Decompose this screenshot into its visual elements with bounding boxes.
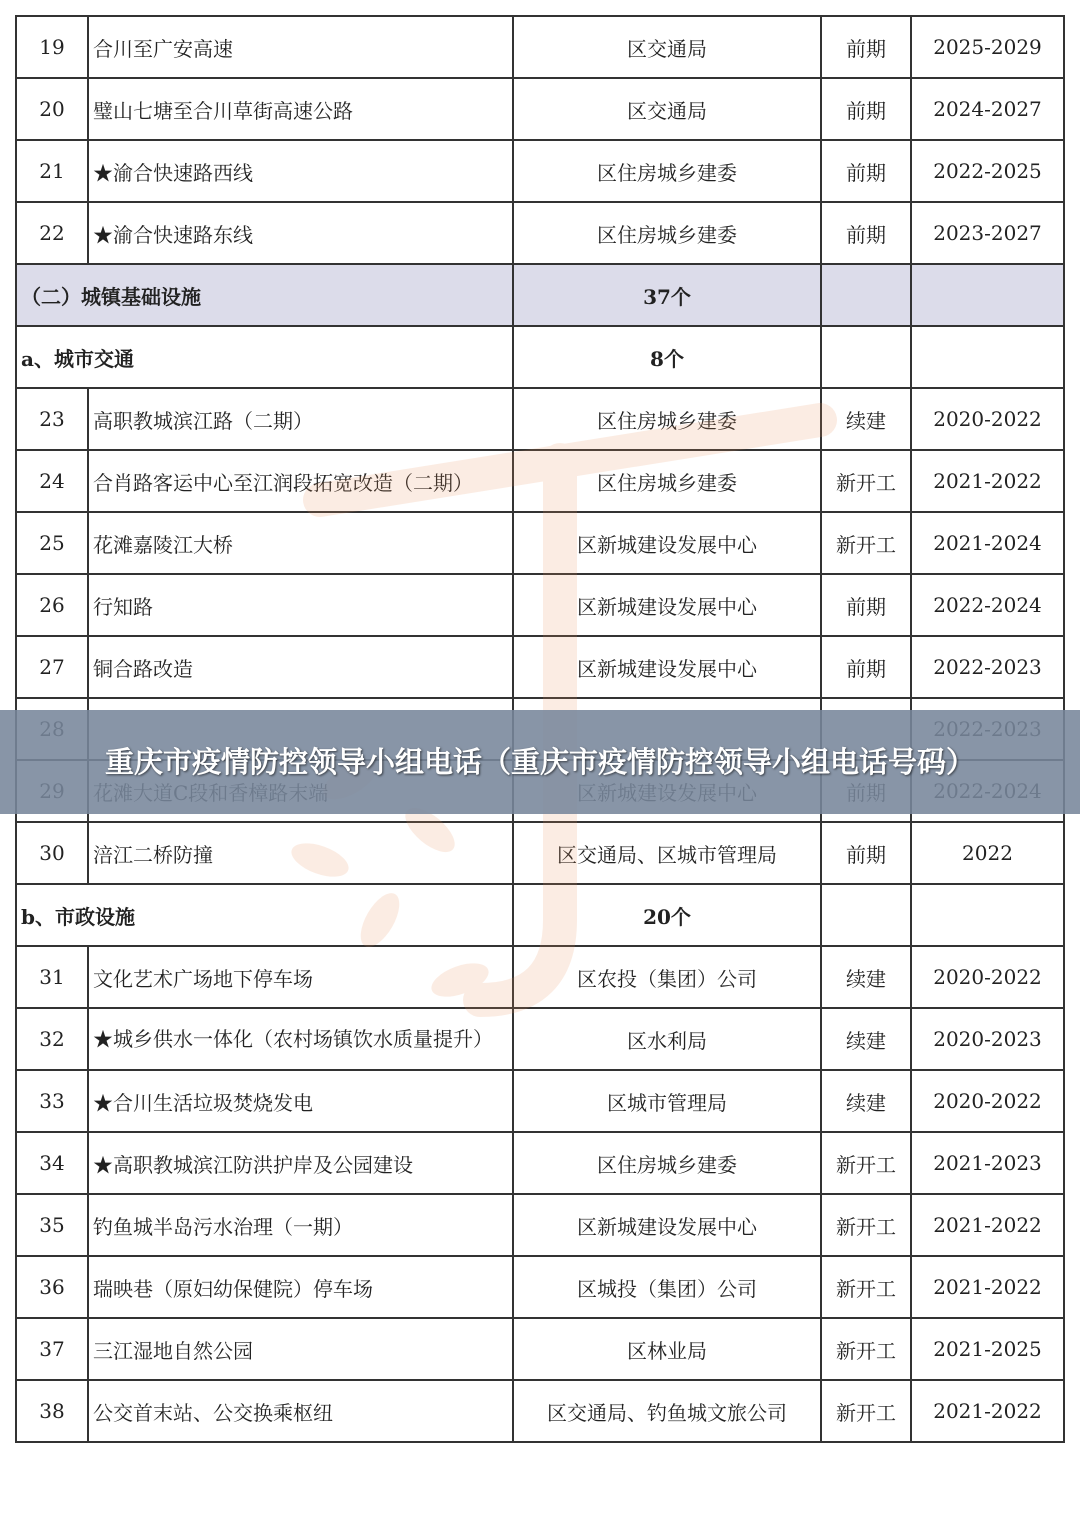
section-label: b、市政设施: [16, 884, 513, 946]
row-number: 31: [16, 946, 88, 1008]
responsible-dept: 区住房城乡建委: [513, 140, 821, 202]
row-number: 38: [16, 1380, 88, 1442]
row-number: 20: [16, 78, 88, 140]
project-name: ★渝合快速路东线: [88, 202, 513, 264]
project-period: 2021-2024: [911, 512, 1064, 574]
table-row: [16, 450, 1064, 512]
project-period: 2021-2022: [911, 1380, 1064, 1442]
project-name: 铜合路改造: [88, 636, 513, 698]
responsible-dept: 区城投（集团）公司: [513, 1256, 821, 1318]
project-period: 2021-2025: [911, 1318, 1064, 1380]
project-name: 花滩嘉陵江大桥: [88, 512, 513, 574]
table-row: [16, 946, 1064, 1008]
section-label: （二）城镇基础设施: [16, 264, 513, 326]
empty-cell: [911, 884, 1064, 946]
empty-cell: [821, 264, 911, 326]
project-name: 文化艺术广场地下停车场: [88, 946, 513, 1008]
project-period: 2021-2022: [911, 450, 1064, 512]
table-row: [16, 1380, 1064, 1442]
project-period: 2025-2029: [911, 16, 1064, 78]
project-name: 钓鱼城半岛污水治理（一期）: [88, 1194, 513, 1256]
project-period: 2022: [911, 822, 1064, 884]
project-name: 璧山七塘至合川草街高速公路: [88, 78, 513, 140]
row-number: 37: [16, 1318, 88, 1380]
empty-cell: [911, 326, 1064, 388]
row-number: 35: [16, 1194, 88, 1256]
project-stage: 续建: [821, 1008, 911, 1070]
row-number: 30: [16, 822, 88, 884]
project-stage: 新开工: [821, 450, 911, 512]
title-banner: [0, 710, 1080, 814]
project-name: 涪江二桥防撞: [88, 822, 513, 884]
project-stage: 新开工: [821, 512, 911, 574]
project-name: ★城乡供水一体化（农村场镇饮水质量提升）: [88, 1008, 513, 1070]
responsible-dept: 区住房城乡建委: [513, 388, 821, 450]
project-period: 2022-2025: [911, 140, 1064, 202]
banner-title: 重庆市疫情防控领导小组电话（重庆市疫情防控领导小组电话号码）: [104, 745, 975, 779]
project-stage: 前期: [821, 16, 911, 78]
section-label: a、城市交通: [16, 326, 513, 388]
table-row: [16, 1318, 1064, 1380]
responsible-dept: 区交通局: [513, 78, 821, 140]
table-row: [16, 388, 1064, 450]
row-number: 33: [16, 1070, 88, 1132]
table-row: [16, 1008, 1064, 1070]
project-stage: 新开工: [821, 1194, 911, 1256]
table-row: [16, 1256, 1064, 1318]
project-stage: 续建: [821, 946, 911, 1008]
row-number: 25: [16, 512, 88, 574]
project-name: 合川至广安高速: [88, 16, 513, 78]
responsible-dept: 区交通局: [513, 16, 821, 78]
table-row: [16, 512, 1064, 574]
project-name: 三江湿地自然公园: [88, 1318, 513, 1380]
table-row: [16, 636, 1064, 698]
responsible-dept: 区住房城乡建委: [513, 202, 821, 264]
project-period: 2022-2023: [911, 636, 1064, 698]
responsible-dept: 区住房城乡建委: [513, 450, 821, 512]
project-name: 行知路: [88, 574, 513, 636]
table-row: [16, 574, 1064, 636]
responsible-dept: 区交通局、钓鱼城文旅公司: [513, 1380, 821, 1442]
project-name: 合肖路客运中心至江润段拓宽改造（二期）: [88, 450, 513, 512]
table-row: [16, 1132, 1064, 1194]
project-stage: 前期: [821, 574, 911, 636]
project-name: ★高职教城滨江防洪护岸及公园建设: [88, 1132, 513, 1194]
table-row: [16, 822, 1064, 884]
table-row: [16, 140, 1064, 202]
project-period: 2022-2024: [911, 574, 1064, 636]
project-period: 2023-2027: [911, 202, 1064, 264]
project-stage: 新开工: [821, 1380, 911, 1442]
project-period: 2020-2022: [911, 946, 1064, 1008]
responsible-dept: 区新城建设发展中心: [513, 512, 821, 574]
section-count: 37个: [513, 264, 821, 326]
project-period: 2021-2023: [911, 1132, 1064, 1194]
project-stage: 新开工: [821, 1132, 911, 1194]
project-stage: 前期: [821, 636, 911, 698]
row-number: 36: [16, 1256, 88, 1318]
project-stage: 前期: [821, 140, 911, 202]
responsible-dept: 区水利局: [513, 1008, 821, 1070]
table-row: [16, 1070, 1064, 1132]
row-number: 26: [16, 574, 88, 636]
row-number: 23: [16, 388, 88, 450]
project-stage: 新开工: [821, 1256, 911, 1318]
project-name: ★渝合快速路西线: [88, 140, 513, 202]
project-stage: 新开工: [821, 1318, 911, 1380]
project-name: 瑞映巷（原妇幼保健院）停车场: [88, 1256, 513, 1318]
project-period: 2024-2027: [911, 78, 1064, 140]
project-name: 公交首末站、公交换乘枢纽: [88, 1380, 513, 1442]
empty-cell: [821, 326, 911, 388]
subsection-row: [16, 326, 1064, 388]
row-number: 21: [16, 140, 88, 202]
responsible-dept: 区林业局: [513, 1318, 821, 1380]
subsection-row: [16, 884, 1064, 946]
section-count: 20个: [513, 884, 821, 946]
section-row: [16, 264, 1064, 326]
project-stage: 续建: [821, 388, 911, 450]
row-number: 19: [16, 16, 88, 78]
empty-cell: [911, 264, 1064, 326]
responsible-dept: 区住房城乡建委: [513, 1132, 821, 1194]
row-number: 27: [16, 636, 88, 698]
project-period: 2021-2022: [911, 1256, 1064, 1318]
table-row: [16, 1194, 1064, 1256]
project-name: ★合川生活垃圾焚烧发电: [88, 1070, 513, 1132]
project-period: 2021-2022: [911, 1194, 1064, 1256]
project-stage: 前期: [821, 202, 911, 264]
responsible-dept: 区新城建设发展中心: [513, 1194, 821, 1256]
project-period: 2020-2023: [911, 1008, 1064, 1070]
project-stage: 前期: [821, 822, 911, 884]
responsible-dept: 区新城建设发展中心: [513, 574, 821, 636]
table-row: [16, 16, 1064, 78]
row-number: 32: [16, 1008, 88, 1070]
project-stage: 前期: [821, 78, 911, 140]
responsible-dept: 区新城建设发展中心: [513, 636, 821, 698]
project-name: 高职教城滨江路（二期）: [88, 388, 513, 450]
responsible-dept: 区城市管理局: [513, 1070, 821, 1132]
row-number: 34: [16, 1132, 88, 1194]
section-count: 8个: [513, 326, 821, 388]
empty-cell: [821, 884, 911, 946]
responsible-dept: 区交通局、区城市管理局: [513, 822, 821, 884]
row-number: 24: [16, 450, 88, 512]
project-period: 2020-2022: [911, 1070, 1064, 1132]
project-stage: 续建: [821, 1070, 911, 1132]
table-row: [16, 78, 1064, 140]
project-period: 2020-2022: [911, 388, 1064, 450]
row-number: 22: [16, 202, 88, 264]
table-row: [16, 202, 1064, 264]
responsible-dept: 区农投（集团）公司: [513, 946, 821, 1008]
